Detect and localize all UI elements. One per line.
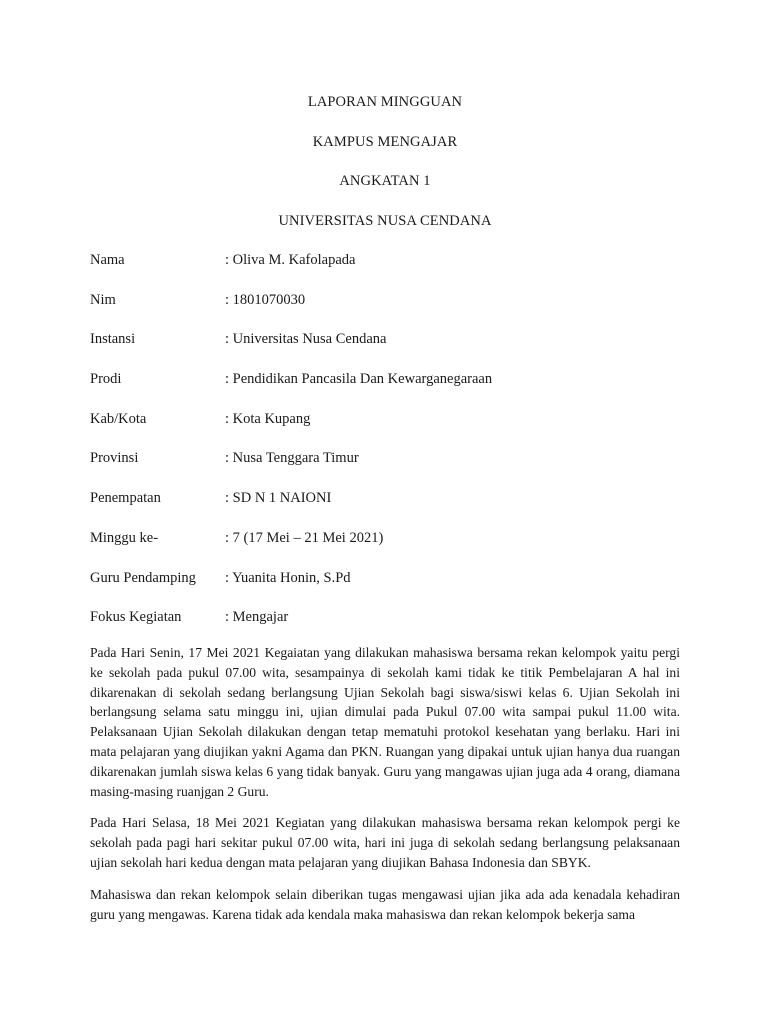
paragraph-supervision: Mahasiswa dan rekan kelompok selain diberikan tugas mengawasi ujian jika ada ada kenadala kehadiran guru yang mengawas. Karena tidak ada kendala maka mahasiswa dan rekan kelompok bekerja sama xyxy=(90,886,680,922)
paragraph-monday: Pada Hari Senin, 17 Mei 2021 Kegaiatan yang dilakukan mahasiswa bersama rekan kelompok yaitu pergi ke sekolah pada pukul 07.00 wita, sesampainya di sekolah kami tidak ke titik Pembelajaran A hal ini dikarenakan di sekolah sedang berlangsung Ujian Sekolah bagi siswa/siswi kelas 6. Ujian Sekolah ini berlangsung selama satu minggu ini, ujian dimulai pada Pukul 07.00 wita sampai pukul 11.00 wita. Pelaksanaan Ujian Sekolah dilakukan dengan tetap mematuhi protokol kesehatan yang berlaku. Hari ini mata pelajaran yang diujikan yakni Agama dan PKN. Ruangan yang dipakai untuk ujian hanya dua ruangan dikarenakan jumlah siswa kelas 6 yang tidak banyak. Guru yang mangawas ujian juga ada 4 orang, diamana masing-masing ruanjgan 2 Guru. xyxy=(90,645,680,799)
field-label: Guru Pendamping xyxy=(90,569,196,586)
field-label: Minggu ke- xyxy=(90,529,159,546)
field-row-kab-kota xyxy=(90,409,680,429)
paragraph-tuesday: Pada Hari Selasa, 18 Mei 2021 Kegiatan yang dilakukan mahasiswa bersama rekan kelompok pergi ke sekolah pada pagi hari sekitar pukul 07.00 wita, hari ini juga di sekolah sedang berlangsung pelaksanaan ujian sekolah hari kedua dengan mata pelajaran yang diujikan Bahasa Indonesia dan SBYK. xyxy=(90,815,680,870)
field-row-fokus-kegiatan xyxy=(90,607,680,627)
report-title: LAPORAN MINGGUAN xyxy=(307,94,463,110)
university-title: UNIVERSITAS NUSA CENDANA xyxy=(278,212,492,229)
field-value: : Pendidikan Pancasila Dan Kewarganegaraan xyxy=(225,371,493,388)
field-row-guru-pendamping xyxy=(90,568,680,588)
field-label: Nama xyxy=(90,252,125,268)
report-body xyxy=(90,643,680,924)
document-page xyxy=(90,0,680,1024)
field-label: Fokus Kegiatan xyxy=(90,609,182,626)
field-value: : Oliva M. Kafolapada xyxy=(225,252,356,268)
batch-title: ANGKATAN 1 xyxy=(339,173,431,189)
field-row-nama xyxy=(90,250,680,270)
field-row-penempatan xyxy=(90,488,680,508)
field-row-instansi xyxy=(90,329,680,349)
field-value: : 7 (17 Mei – 21 Mei 2021) xyxy=(225,529,384,546)
field-value: : 1801070030 xyxy=(225,291,306,308)
field-label: Prodi xyxy=(90,371,122,388)
field-value: : Universitas Nusa Cendana xyxy=(225,331,387,348)
field-row-provinsi xyxy=(90,448,680,468)
field-value: : Yuanita Honin, S.Pd xyxy=(225,569,351,586)
identity-fields xyxy=(90,250,680,647)
field-label: Instansi xyxy=(90,331,136,348)
field-row-prodi xyxy=(90,369,680,389)
field-value: : Nusa Tenggara Timur xyxy=(225,450,359,467)
program-title: KAMPUS MENGAJAR xyxy=(312,133,458,150)
field-row-nim xyxy=(90,290,680,310)
field-value: : Kota Kupang xyxy=(225,410,311,427)
field-value: : SD N 1 NAIONI xyxy=(225,490,332,507)
title-block xyxy=(90,92,680,250)
field-label: Kab/Kota xyxy=(90,410,147,427)
field-label: Penempatan xyxy=(90,490,161,507)
field-label: Nim xyxy=(90,291,116,308)
field-label: Provinsi xyxy=(90,450,139,467)
field-row-minggu-ke xyxy=(90,528,680,548)
field-value: : Mengajar xyxy=(225,609,289,626)
